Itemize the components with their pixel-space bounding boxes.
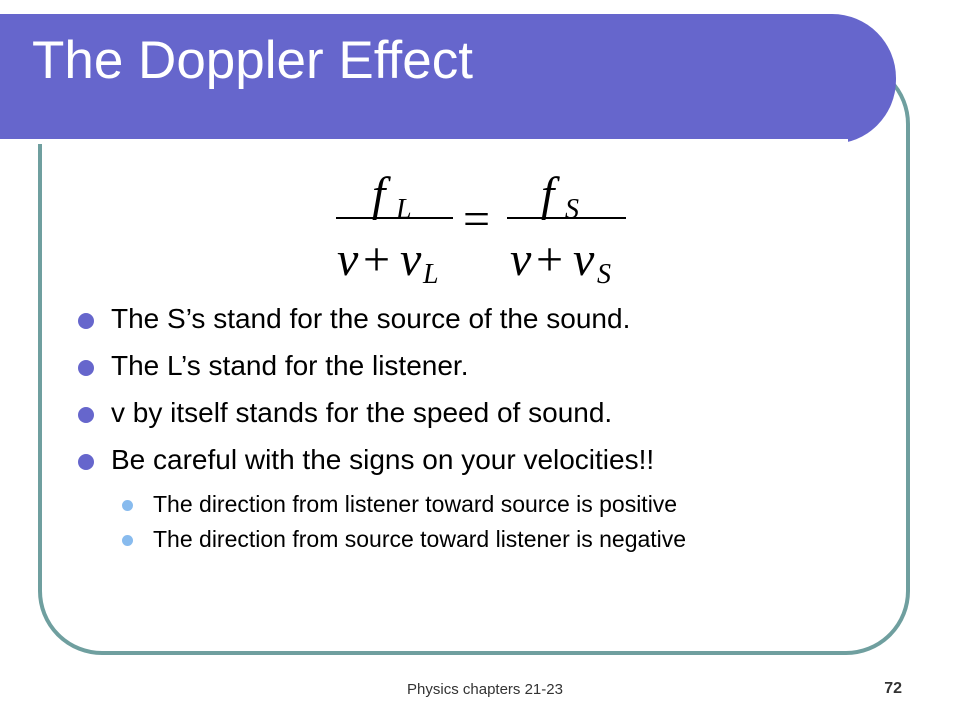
left-denominator-v: v [337, 233, 359, 286]
left-denominator-subscript: L [423, 259, 439, 290]
right-denominator-plus: + [536, 233, 564, 286]
bullet-item: The L’s stand for the listener. [72, 349, 912, 383]
left-denominator-v: v [400, 233, 422, 286]
equals-sign: = [463, 193, 491, 246]
bullet-item: The S’s stand for the source of the sound. [72, 302, 912, 336]
title-underline [0, 139, 848, 144]
right-numerator-f: f [541, 168, 555, 221]
page-number: 72 [884, 680, 902, 697]
bullet-item: v by itself stands for the speed of sound. [72, 396, 912, 430]
footer-text: Physics chapters 21-23 [407, 681, 563, 698]
left-numerator-subscript: L [396, 194, 412, 225]
bullet-list [72, 302, 912, 560]
right-denominator-subscript: S [597, 259, 611, 290]
slide-title: The Doppler Effect [32, 31, 473, 90]
right-numerator-subscript: S [565, 194, 579, 225]
left-denominator-plus: + [363, 233, 391, 286]
right-denominator-v: v [573, 233, 595, 286]
sub-bullet-item: The direction from listener toward source is positive [119, 490, 913, 518]
doppler-formula [330, 160, 640, 290]
sub-bullet-item: The direction from source toward listener is negative [119, 525, 913, 553]
left-numerator-f: f [372, 168, 386, 221]
bullet-item: Be careful with the signs on your velocities!! [72, 443, 912, 477]
right-denominator-v: v [510, 233, 532, 286]
